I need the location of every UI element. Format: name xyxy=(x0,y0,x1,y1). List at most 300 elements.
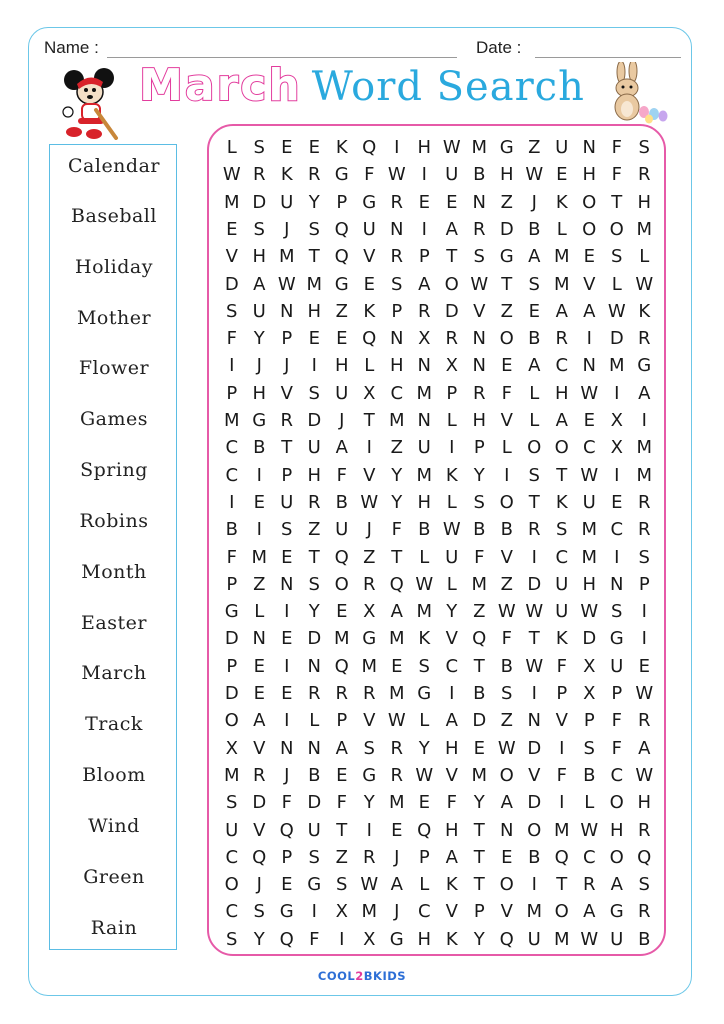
grid-letter[interactable]: O xyxy=(527,819,542,841)
grid-letter[interactable]: N xyxy=(280,573,294,595)
name-line[interactable] xyxy=(107,57,457,58)
grid-letter[interactable]: R xyxy=(555,328,568,350)
grid-letter[interactable]: U xyxy=(555,601,569,623)
grid-letter[interactable]: O xyxy=(444,273,459,295)
grid-letter[interactable]: H xyxy=(334,355,349,377)
grid-letter[interactable]: I xyxy=(559,737,565,759)
grid-letter[interactable]: R xyxy=(307,491,321,513)
grid-letter[interactable]: C xyxy=(445,655,459,677)
grid-letter[interactable]: T xyxy=(611,191,623,213)
grid-letter[interactable]: I xyxy=(641,628,647,650)
grid-letter[interactable]: L xyxy=(446,491,457,513)
grid-letter[interactable]: M xyxy=(553,273,570,295)
grid-letter[interactable]: I xyxy=(366,819,372,841)
grid-letter[interactable]: G xyxy=(609,901,624,923)
grid-letter[interactable]: N xyxy=(252,628,266,650)
grid-letter[interactable]: E xyxy=(418,792,430,814)
grid-letter[interactable]: R xyxy=(390,246,403,268)
grid-letter[interactable]: F xyxy=(474,546,485,568)
grid-letter[interactable]: I xyxy=(256,519,262,541)
grid-letter[interactable]: S xyxy=(528,273,540,295)
grid-letter[interactable]: E xyxy=(583,246,595,268)
grid-letter[interactable]: I xyxy=(256,464,262,486)
grid-letter[interactable]: Z xyxy=(500,300,513,322)
grid-letter[interactable]: J xyxy=(531,191,537,213)
grid-letter[interactable]: Z xyxy=(500,191,513,213)
grid-letter[interactable]: L xyxy=(254,601,265,623)
grid-letter[interactable]: L xyxy=(611,273,622,295)
grid-letter[interactable]: U xyxy=(555,573,569,595)
grid-letter[interactable]: D xyxy=(307,628,322,650)
grid-letter[interactable]: D xyxy=(307,792,322,814)
grid-letter[interactable]: L xyxy=(419,874,430,896)
grid-letter[interactable]: R xyxy=(637,901,651,923)
grid-letter[interactable]: Y xyxy=(253,928,265,950)
grid-letter[interactable]: U xyxy=(280,191,294,213)
grid-letter[interactable]: I xyxy=(284,601,290,623)
grid-letter[interactable]: C xyxy=(555,355,569,377)
grid-letter[interactable]: R xyxy=(637,519,651,541)
grid-letter[interactable]: A xyxy=(335,737,348,759)
grid-letter[interactable]: K xyxy=(418,628,431,650)
grid-letter[interactable]: O xyxy=(582,218,597,240)
grid-letter[interactable]: V xyxy=(500,546,513,568)
grid-letter[interactable]: W xyxy=(580,819,599,841)
grid-letter[interactable]: W xyxy=(360,874,379,896)
grid-letter[interactable]: M xyxy=(223,191,240,213)
grid-letter[interactable]: A xyxy=(555,300,568,322)
grid-letter[interactable]: B xyxy=(418,519,431,541)
grid-letter[interactable]: G xyxy=(334,273,349,295)
grid-letter[interactable]: P xyxy=(391,300,403,322)
grid-letter[interactable]: M xyxy=(471,573,488,595)
grid-letter[interactable]: U xyxy=(582,491,596,513)
grid-letter[interactable]: I xyxy=(449,437,455,459)
grid-letter[interactable]: U xyxy=(335,382,349,404)
grid-letter[interactable]: U xyxy=(225,819,239,841)
grid-letter[interactable]: I xyxy=(366,437,372,459)
grid-letter[interactable]: S xyxy=(638,874,650,896)
grid-letter[interactable]: D xyxy=(224,683,239,704)
grid-letter[interactable]: U xyxy=(527,928,541,950)
grid-letter[interactable]: W xyxy=(442,519,461,541)
grid-letter[interactable]: B xyxy=(583,764,596,786)
grid-letter[interactable]: W xyxy=(497,601,516,623)
grid-letter[interactable]: T xyxy=(528,628,540,650)
grid-letter[interactable]: H xyxy=(389,355,404,377)
grid-letter[interactable]: C xyxy=(225,437,239,459)
grid-letter[interactable]: A xyxy=(638,382,651,404)
grid-letter[interactable]: G xyxy=(334,164,349,186)
grid-letter[interactable]: K xyxy=(555,628,568,650)
grid-letter[interactable]: C xyxy=(582,437,596,459)
grid-letter[interactable]: U xyxy=(610,655,624,677)
grid-letter[interactable]: L xyxy=(419,710,430,732)
grid-letter[interactable]: S xyxy=(226,928,238,950)
grid-letter[interactable]: M xyxy=(636,218,653,240)
grid-letter[interactable]: I xyxy=(586,328,592,350)
grid-letter[interactable]: V xyxy=(280,382,293,404)
grid-letter[interactable]: C xyxy=(225,846,239,868)
grid-letter[interactable]: Y xyxy=(363,792,375,814)
grid-letter[interactable]: K xyxy=(445,874,458,896)
grid-letter[interactable]: M xyxy=(388,792,405,814)
grid-letter[interactable]: D xyxy=(472,710,487,732)
grid-letter[interactable]: P xyxy=(336,710,348,732)
grid-letter[interactable]: F xyxy=(556,764,567,786)
grid-letter[interactable]: I xyxy=(229,491,235,513)
grid-letter[interactable]: Y xyxy=(418,737,430,759)
grid-letter[interactable]: G xyxy=(252,410,267,431)
grid-letter[interactable]: M xyxy=(416,464,433,486)
grid-letter[interactable]: H xyxy=(472,410,487,431)
grid-letter[interactable]: B xyxy=(473,519,486,541)
grid-letter[interactable]: V xyxy=(363,246,376,268)
grid-letter[interactable]: A xyxy=(528,246,541,268)
grid-letter[interactable]: R xyxy=(417,300,431,322)
grid-letter[interactable]: W xyxy=(360,491,379,513)
grid-letter[interactable]: Z xyxy=(308,519,321,541)
grid-letter[interactable]: N xyxy=(582,137,596,158)
grid-letter[interactable]: E xyxy=(336,764,348,786)
grid-letter[interactable]: D xyxy=(252,792,267,814)
grid-letter[interactable]: I xyxy=(504,464,510,486)
grid-letter[interactable]: M xyxy=(636,464,653,486)
grid-letter[interactable]: I xyxy=(421,164,427,186)
grid-letter[interactable]: I xyxy=(449,683,455,704)
grid-letter[interactable]: S xyxy=(281,519,293,541)
grid-letter[interactable]: M xyxy=(278,246,295,268)
grid-letter[interactable]: V xyxy=(500,901,513,923)
grid-letter[interactable]: F xyxy=(281,792,292,814)
grid-letter[interactable]: O xyxy=(582,191,597,213)
grid-letter[interactable]: Z xyxy=(528,137,541,158)
grid-letter[interactable]: V xyxy=(253,819,266,841)
grid-letter[interactable]: R xyxy=(280,410,293,431)
grid-letter[interactable]: Q xyxy=(279,928,294,950)
grid-letter[interactable]: K xyxy=(445,464,458,486)
grid-letter[interactable]: B xyxy=(500,655,513,677)
grid-letter[interactable]: D xyxy=(609,328,624,350)
grid-letter[interactable]: S xyxy=(473,246,485,268)
grid-letter[interactable]: X xyxy=(363,928,376,950)
grid-letter[interactable]: T xyxy=(473,655,485,677)
grid-letter[interactable]: E xyxy=(253,683,265,704)
grid-letter[interactable]: T xyxy=(391,546,403,568)
grid-letter[interactable]: V xyxy=(555,710,568,732)
grid-letter[interactable]: E xyxy=(336,328,348,350)
grid-letter[interactable]: U xyxy=(252,300,266,322)
grid-letter[interactable]: N xyxy=(417,355,431,377)
grid-letter[interactable]: U xyxy=(445,546,459,568)
grid-letter[interactable]: Q xyxy=(472,628,487,650)
grid-letter[interactable]: N xyxy=(472,191,486,213)
grid-letter[interactable]: B xyxy=(335,491,348,513)
grid-letter[interactable]: L xyxy=(446,573,457,595)
grid-letter[interactable]: I xyxy=(284,710,290,732)
grid-letter[interactable]: F xyxy=(309,928,320,950)
grid-letter[interactable]: E xyxy=(336,601,348,623)
grid-letter[interactable]: Y xyxy=(473,464,485,486)
grid-letter[interactable]: A xyxy=(500,792,513,814)
grid-letter[interactable]: A xyxy=(528,355,541,377)
grid-letter[interactable]: V xyxy=(225,246,238,268)
grid-letter[interactable]: W xyxy=(387,710,406,732)
grid-letter[interactable]: N xyxy=(582,355,596,377)
grid-letter[interactable]: U xyxy=(417,437,431,459)
grid-letter[interactable]: D xyxy=(252,191,267,213)
grid-letter[interactable]: W xyxy=(635,683,654,704)
grid-letter[interactable]: U xyxy=(445,164,459,186)
grid-letter[interactable]: J xyxy=(394,846,400,868)
grid-letter[interactable]: R xyxy=(390,764,403,786)
grid-letter[interactable]: I xyxy=(614,464,620,486)
grid-letter[interactable]: W xyxy=(607,300,626,322)
grid-letter[interactable]: K xyxy=(555,191,568,213)
grid-letter[interactable]: S xyxy=(336,874,348,896)
grid-letter[interactable]: W xyxy=(525,164,544,186)
grid-letter[interactable]: P xyxy=(583,710,595,732)
grid-letter[interactable]: U xyxy=(555,137,569,158)
grid-letter[interactable]: E xyxy=(253,655,265,677)
grid-letter[interactable]: R xyxy=(362,846,376,868)
grid-letter[interactable]: B xyxy=(473,164,486,186)
grid-letter[interactable]: E xyxy=(473,737,485,759)
grid-letter[interactable]: I xyxy=(641,410,647,431)
grid-letter[interactable]: G xyxy=(307,874,322,896)
grid-letter[interactable]: D xyxy=(527,737,542,759)
grid-letter[interactable]: E xyxy=(501,846,513,868)
grid-letter[interactable]: S xyxy=(473,491,485,513)
grid-letter[interactable]: C xyxy=(555,546,569,568)
grid-letter[interactable]: U xyxy=(362,218,376,240)
grid-letter[interactable]: I xyxy=(311,901,317,923)
grid-letter[interactable]: R xyxy=(390,737,403,759)
grid-letter[interactable]: K xyxy=(335,137,348,158)
grid-letter[interactable]: V xyxy=(445,901,458,923)
grid-letter[interactable]: R xyxy=(582,874,596,896)
grid-letter[interactable]: X xyxy=(610,410,623,431)
grid-letter[interactable]: J xyxy=(366,519,372,541)
grid-letter[interactable]: H xyxy=(417,491,432,513)
grid-letter[interactable]: X xyxy=(583,683,596,704)
grid-letter[interactable]: G xyxy=(637,355,652,377)
grid-letter[interactable]: H xyxy=(417,928,432,950)
grid-letter[interactable]: I xyxy=(559,792,565,814)
grid-letter[interactable]: F xyxy=(611,737,622,759)
grid-letter[interactable]: Q xyxy=(417,819,432,841)
grid-letter[interactable]: H xyxy=(609,819,624,841)
grid-letter[interactable]: S xyxy=(556,519,568,541)
grid-letter[interactable]: G xyxy=(609,628,624,650)
grid-letter[interactable]: E xyxy=(638,655,650,677)
grid-letter[interactable]: M xyxy=(306,273,323,295)
grid-letter[interactable]: A xyxy=(555,410,568,431)
grid-letter[interactable]: T xyxy=(556,874,568,896)
grid-letter[interactable]: L xyxy=(364,355,375,377)
grid-letter[interactable]: Y xyxy=(473,928,485,950)
grid-letter[interactable]: S xyxy=(253,218,265,240)
grid-letter[interactable]: B xyxy=(253,437,266,459)
grid-letter[interactable]: B xyxy=(528,218,541,240)
grid-letter[interactable]: A xyxy=(253,710,266,732)
grid-letter[interactable]: N xyxy=(472,355,486,377)
grid-letter[interactable]: X xyxy=(418,328,431,350)
grid-letter[interactable]: M xyxy=(416,382,433,404)
grid-letter[interactable]: I xyxy=(311,355,317,377)
grid-letter[interactable]: E xyxy=(308,137,320,158)
grid-letter[interactable]: L xyxy=(446,410,457,431)
grid-letter[interactable]: S xyxy=(226,300,238,322)
grid-letter[interactable]: W xyxy=(580,928,599,950)
grid-letter[interactable]: F xyxy=(336,792,347,814)
grid-letter[interactable]: Y xyxy=(253,328,265,350)
grid-letter[interactable]: I xyxy=(614,546,620,568)
grid-letter[interactable]: V xyxy=(445,764,458,786)
grid-letter[interactable]: A xyxy=(253,273,266,295)
grid-letter[interactable]: M xyxy=(471,764,488,786)
grid-letter[interactable]: N xyxy=(307,655,321,677)
grid-letter[interactable]: E xyxy=(611,491,623,513)
grid-letter[interactable]: K xyxy=(555,491,568,513)
grid-letter[interactable]: E xyxy=(391,655,403,677)
grid-letter[interactable]: W xyxy=(497,737,516,759)
grid-letter[interactable]: R xyxy=(637,819,651,841)
grid-letter[interactable]: V xyxy=(363,464,376,486)
grid-letter[interactable]: F xyxy=(611,137,622,158)
grid-letter[interactable]: S xyxy=(528,464,540,486)
grid-letter[interactable]: B xyxy=(500,519,513,541)
grid-letter[interactable]: W xyxy=(442,137,461,158)
grid-letter[interactable]: C xyxy=(582,846,596,868)
grid-letter[interactable]: I xyxy=(284,655,290,677)
grid-letter[interactable]: O xyxy=(224,874,239,896)
grid-letter[interactable]: O xyxy=(499,491,514,513)
grid-letter[interactable]: M xyxy=(526,901,543,923)
grid-letter[interactable]: R xyxy=(335,683,348,704)
grid-letter[interactable]: E xyxy=(226,218,238,240)
grid-letter[interactable]: R xyxy=(390,191,403,213)
grid-letter[interactable]: O xyxy=(224,710,239,732)
grid-letter[interactable]: E xyxy=(363,273,375,295)
grid-letter[interactable]: C xyxy=(225,901,239,923)
grid-letter[interactable]: A xyxy=(610,874,623,896)
grid-letter[interactable]: D xyxy=(224,273,239,295)
grid-letter[interactable]: G xyxy=(389,928,404,950)
grid-letter[interactable]: R xyxy=(637,491,651,513)
grid-letter[interactable]: E xyxy=(528,300,540,322)
grid-letter[interactable]: T xyxy=(473,846,485,868)
grid-letter[interactable]: N xyxy=(280,300,294,322)
grid-letter[interactable]: F xyxy=(226,328,237,350)
grid-letter[interactable]: T xyxy=(281,437,293,459)
grid-letter[interactable]: T xyxy=(528,491,540,513)
grid-letter[interactable]: D xyxy=(444,300,459,322)
grid-letter[interactable]: E xyxy=(583,410,595,431)
grid-letter[interactable]: P xyxy=(281,846,293,868)
grid-letter[interactable]: S xyxy=(308,382,320,404)
grid-letter[interactable]: G xyxy=(224,601,239,623)
grid-letter[interactable]: P xyxy=(336,191,348,213)
grid-letter[interactable]: J xyxy=(284,764,290,786)
grid-letter[interactable]: H xyxy=(637,191,652,213)
grid-letter[interactable]: M xyxy=(388,628,405,650)
grid-letter[interactable]: J xyxy=(284,355,290,377)
grid-letter[interactable]: K xyxy=(363,300,376,322)
grid-letter[interactable]: F xyxy=(501,382,512,404)
grid-letter[interactable]: S xyxy=(611,601,623,623)
grid-letter[interactable]: R xyxy=(527,519,541,541)
grid-letter[interactable]: W xyxy=(525,655,544,677)
grid-letter[interactable]: T xyxy=(308,546,320,568)
grid-letter[interactable]: D xyxy=(527,792,542,814)
grid-letter[interactable]: T xyxy=(473,819,485,841)
grid-letter[interactable]: V xyxy=(583,273,596,295)
grid-letter[interactable]: N xyxy=(307,737,321,759)
grid-letter[interactable]: P xyxy=(418,246,430,268)
grid-letter[interactable]: L xyxy=(529,410,540,431)
grid-letter[interactable]: E xyxy=(281,874,293,896)
grid-letter[interactable]: L xyxy=(556,218,567,240)
grid-letter[interactable]: Q xyxy=(252,846,267,868)
grid-letter[interactable]: P xyxy=(418,846,430,868)
grid-letter[interactable]: Q xyxy=(279,819,294,841)
grid-letter[interactable]: N xyxy=(472,328,486,350)
grid-letter[interactable]: U xyxy=(335,519,349,541)
grid-letter[interactable]: R xyxy=(362,683,376,704)
grid-letter[interactable]: E xyxy=(556,164,568,186)
grid-letter[interactable]: I xyxy=(531,874,537,896)
grid-letter[interactable]: A xyxy=(445,710,458,732)
grid-letter[interactable]: A xyxy=(583,300,596,322)
grid-letter[interactable]: G xyxy=(362,628,377,650)
grid-letter[interactable]: B xyxy=(638,928,651,950)
grid-letter[interactable]: Y xyxy=(446,601,458,623)
grid-letter[interactable]: R xyxy=(637,164,651,186)
grid-letter[interactable]: E xyxy=(501,355,513,377)
grid-letter[interactable]: T xyxy=(473,874,485,896)
grid-letter[interactable]: X xyxy=(363,382,376,404)
grid-letter[interactable]: M xyxy=(388,683,405,704)
grid-letter[interactable]: L xyxy=(639,246,650,268)
grid-letter[interactable]: A xyxy=(638,737,651,759)
grid-letter[interactable]: G xyxy=(417,683,432,704)
grid-letter[interactable]: G xyxy=(362,191,377,213)
grid-letter[interactable]: M xyxy=(581,546,598,568)
grid-letter[interactable]: E xyxy=(281,546,293,568)
grid-letter[interactable]: Z xyxy=(335,846,348,868)
grid-letter[interactable]: O xyxy=(554,901,569,923)
grid-letter[interactable]: P xyxy=(446,382,458,404)
grid-letter[interactable]: T xyxy=(336,819,348,841)
grid-letter[interactable]: Y xyxy=(308,191,320,213)
grid-letter[interactable]: M xyxy=(361,901,378,923)
grid-letter[interactable]: Z xyxy=(500,573,513,595)
grid-letter[interactable]: L xyxy=(419,546,430,568)
grid-letter[interactable]: Q xyxy=(637,846,652,868)
grid-letter[interactable]: B xyxy=(225,519,238,541)
grid-letter[interactable]: H xyxy=(252,246,267,268)
grid-letter[interactable]: J xyxy=(339,410,345,431)
grid-letter[interactable]: G xyxy=(279,901,294,923)
grid-letter[interactable]: C xyxy=(225,464,239,486)
grid-letter[interactable]: W xyxy=(580,382,599,404)
grid-letter[interactable]: W xyxy=(222,164,241,186)
grid-letter[interactable]: T xyxy=(556,464,568,486)
grid-letter[interactable]: I xyxy=(421,218,427,240)
grid-letter[interactable]: M xyxy=(471,137,488,158)
grid-letter[interactable]: S xyxy=(363,737,375,759)
